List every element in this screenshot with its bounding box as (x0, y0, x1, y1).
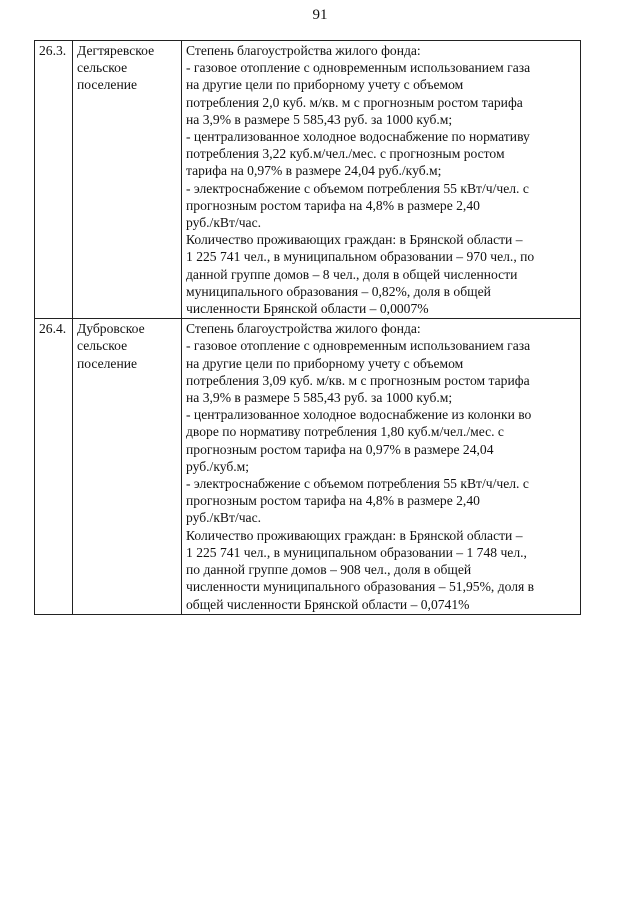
settlement-name-line: сельское (77, 338, 128, 354)
description-line: 1 225 741 чел., в муниципальном образовании – 970 чел., по (186, 249, 535, 265)
description-line: руб./кВт/час. (186, 215, 262, 231)
settlement-name-line: Дегтяревское (77, 43, 155, 58)
description-line: - электроснабжение с объемом потребления 55 кВт/ч/чел. с (186, 180, 529, 196)
description-line: прогнозным ростом тарифа на 4,8% в размере 2,40 (186, 493, 480, 509)
description-line: Степень благоустройства жилого фонда: (186, 321, 421, 337)
description-line: муниципального образования – 0,82%, доля в общей (186, 283, 491, 299)
settlement-name-cell (73, 319, 182, 614)
description-line: потребления 3,22 куб.м/чел./мес. с прогнозным ростом (186, 146, 505, 162)
description-line: на 3,9% в размере 5 585,43 руб. за 1000 куб.м; (186, 111, 453, 127)
table-body (35, 41, 581, 615)
settlement-name-line: поселение (77, 77, 138, 93)
description-line: 1 225 741 чел., в муниципальном образовании – 1 748 чел., (186, 544, 527, 560)
description-line: Количество проживающих граждан: в Брянской области – (186, 527, 523, 543)
description-line: Степень благоустройства жилого фонда: (186, 43, 421, 58)
description-line: численности Брянской области – 0,0007% (186, 301, 429, 317)
description-cell (182, 319, 581, 614)
description-line: потребления 3,09 куб. м/кв. м с прогнозным ростом тарифа (186, 372, 530, 388)
description-line: Количество проживающих граждан: в Брянской области – (186, 232, 523, 248)
description-line: на другие цели по приборному учету с объемом (186, 77, 464, 93)
table-row (35, 41, 581, 319)
description-line: руб./куб.м; (186, 458, 250, 474)
row-number: 26.4. (35, 319, 73, 614)
page-number: 91 (312, 7, 328, 23)
description-line: прогнозным ростом тарифа на 4,8% в размере 2,40 (186, 197, 480, 213)
row-number: 26.3. (35, 41, 73, 319)
description-line: на 3,9% в размере 5 585,43 руб. за 1000 куб.м; (186, 390, 453, 406)
settlement-name-line: поселение (77, 355, 138, 371)
description-line: - газовое отопление с одновременным использованием газа (186, 338, 531, 354)
description-line: по данной группе домов – 908 чел., доля в общей (186, 562, 472, 578)
description-line: прогнозным ростом тарифа на 0,97% в размере 24,04 (186, 441, 494, 457)
description-line: потребления 2,0 куб. м/кв. м с прогнозным ростом тарифа (186, 94, 523, 110)
description-cell (182, 41, 581, 319)
settlement-name-line: Дубровское (77, 321, 145, 337)
description-line: - централизованное холодное водоснабжение из колонки во (186, 407, 532, 423)
settlement-name-cell (73, 41, 182, 319)
description-line: тарифа на 0,97% в размере 24,04 руб./куб.м; (186, 163, 442, 179)
table-row (35, 319, 581, 614)
description-line: на другие цели по приборному учету с объемом (186, 355, 464, 371)
settlement-name-line: сельское (77, 60, 128, 76)
description-line: численности муниципального образования – 51,95%, доля в (186, 579, 535, 595)
description-line: - электроснабжение с объемом потребления 55 кВт/ч/чел. с (186, 476, 529, 492)
description-line: дворе по нормативу потребления 1,80 куб.м/чел./мес. с (186, 424, 504, 440)
description-line: данной группе домов – 8 чел., доля в общей численности (186, 266, 518, 282)
description-line: - газовое отопление с одновременным использованием газа (186, 60, 531, 76)
description-line: - централизованное холодное водоснабжение по нормативу (186, 129, 530, 145)
description-line: общей численности Брянской области – 0,0741% (186, 596, 470, 612)
settlement-table (34, 40, 581, 615)
description-line: руб./кВт/час. (186, 510, 262, 526)
